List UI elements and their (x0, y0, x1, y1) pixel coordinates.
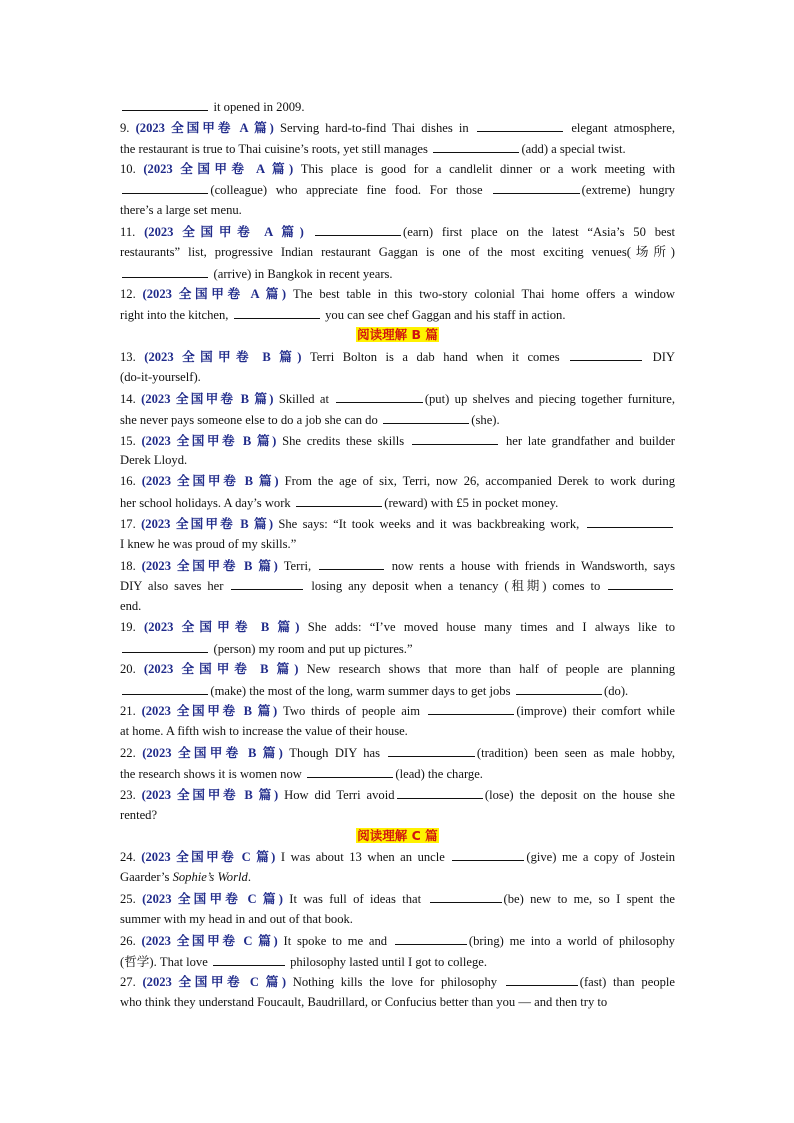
answer-blank[interactable] (383, 409, 469, 424)
source-tag: (2023 全国甲卷 B 篇) (141, 704, 278, 719)
question-line (120, 659, 675, 680)
question-text: Serving hard-to-find Thai dishes in (273, 120, 475, 135)
question-item (120, 659, 675, 701)
question-line (120, 867, 675, 888)
question-line (120, 805, 675, 826)
question-line (120, 742, 675, 763)
question-line (120, 680, 675, 701)
question-item (120, 930, 675, 972)
question-line (120, 159, 675, 180)
question-text: (colleague) who appreciate fine food. For those (210, 183, 492, 198)
source-tag: (2023 全国甲卷 A 篇) (135, 120, 274, 135)
question-item (120, 700, 675, 742)
question-text: losing any deposit when a tenancy (租期) comes to (305, 579, 607, 594)
question-line (120, 388, 675, 409)
question-text: It spoke to me and (277, 933, 393, 948)
question-line (120, 971, 675, 992)
question-line (120, 409, 675, 430)
question-text: (tradition) been seen as male hobby, (476, 746, 676, 761)
answer-blank[interactable] (319, 555, 384, 570)
question-text: (do). (604, 683, 629, 698)
question-text: She adds: “I’ve moved house many times and I always like to (299, 620, 676, 635)
question-text: From the age of six, Terri, now 26, accompanied Derek to work during (278, 474, 676, 489)
question-text: (arrive) in Bangkok in recent years. (210, 266, 393, 281)
question-text: it opened in 2009. (210, 100, 305, 114)
question-line (120, 430, 675, 451)
question-text: (add) a special twist. (521, 141, 626, 156)
question-line (120, 763, 675, 784)
question-line (120, 534, 675, 555)
question-item (120, 117, 675, 159)
question-text: she never pays someone else to do a job she can do (120, 412, 381, 427)
source-tag: (2023 全国甲卷 B 篇) (141, 474, 279, 489)
question-text: (lead) the charge. (395, 767, 483, 781)
source-tag: (2023 全国甲卷 B 篇) (141, 558, 278, 573)
question-text: DIY also saves her (120, 579, 230, 594)
source-tag: (2023 全国甲卷 C 篇) (141, 850, 276, 865)
source-tag: (2023 全国甲卷 C 篇) (141, 933, 278, 948)
question-item (120, 555, 675, 618)
question-text: Gaarder’s (120, 870, 173, 885)
answer-blank[interactable] (307, 763, 393, 778)
question-item (120, 159, 675, 222)
question-text: (she). (471, 412, 500, 427)
question-item (120, 971, 675, 1013)
answer-blank[interactable] (231, 575, 303, 590)
question-number: 16. (120, 474, 142, 489)
question-line (120, 930, 675, 951)
section-heading (120, 325, 675, 346)
question-text: now rents a house with friends in Wandsworth, says (385, 558, 676, 573)
answer-blank[interactable] (477, 117, 563, 132)
question-line (120, 138, 675, 159)
question-line (120, 951, 675, 972)
question-text: (reward) with £5 in pocket money. (384, 496, 559, 511)
question-line (120, 909, 675, 930)
source-tag: (2023 全国甲卷 C 篇) (142, 892, 283, 907)
question-text: Two thirds of people aim (277, 704, 426, 719)
question-text: Terri, (277, 558, 318, 573)
question-number: 26. (120, 933, 142, 948)
question-line (120, 304, 675, 325)
question-number: 24. (120, 850, 142, 865)
question-line (120, 846, 675, 867)
question-text: restaurants” list, progressive Indian restaurant Gaggan is one of the most exciting venues(场所) (120, 244, 675, 259)
question-text: (extreme) hungry (581, 183, 675, 198)
source-tag: (2023 全国甲卷 A 篇) (144, 225, 304, 240)
question-number: 27. (120, 975, 143, 990)
question-line (120, 555, 675, 576)
question-number: 11. (120, 225, 145, 240)
answer-blank[interactable] (397, 784, 483, 799)
answer-blank[interactable] (315, 221, 401, 236)
question-line (120, 346, 675, 367)
question-item (120, 221, 675, 284)
question-text: (do-it-yourself). (120, 369, 201, 384)
question-number: 19. (120, 620, 145, 635)
answer-blank[interactable] (122, 263, 208, 278)
question-text: Though DIY has (282, 746, 387, 761)
question-text: (be) new to me, so I spent the (503, 892, 675, 907)
question-item (120, 513, 675, 555)
source-tag: (2023 全国甲卷 B 篇) (143, 661, 299, 676)
answer-blank[interactable] (493, 179, 579, 194)
question-line (120, 513, 675, 534)
question-text: who think they understand Foucault, Baudrillard, or Confucius better than you — and then try to (120, 995, 608, 1010)
question-text: you can see chef Gaggan and his staff in action. (321, 308, 566, 323)
question-number: 9. (120, 120, 136, 135)
question-text: (put) up shelves and piecing together furniture, (424, 391, 676, 406)
question-line (120, 638, 675, 659)
question-line (120, 284, 675, 305)
question-line (120, 367, 675, 388)
source-tag: (2023 全国甲卷 B 篇) (141, 433, 277, 448)
question-text: Terri Bolton is a dab hand when it comes (301, 350, 569, 365)
answer-blank[interactable] (506, 971, 578, 986)
answer-blank[interactable] (213, 951, 285, 966)
question-text: She says: “It took weeks and it was backbreaking work, (273, 516, 585, 531)
question-text: (哲学). That love (120, 954, 211, 969)
question-number: 15. (120, 433, 142, 448)
answer-blank[interactable] (608, 575, 673, 590)
question-line (120, 596, 675, 617)
question-line (120, 450, 675, 471)
source-tag: (2023 全国甲卷 A 篇) (143, 161, 294, 176)
question-text: rented? (120, 807, 158, 822)
section-heading-text: 阅读理解 B 篇 (357, 327, 438, 343)
question-line (120, 492, 675, 513)
question-text: elegant atmosphere, (565, 120, 676, 135)
section-heading-text: 阅读理解 C 篇 (357, 827, 438, 843)
answer-blank[interactable] (516, 680, 602, 695)
answer-blank[interactable] (428, 700, 514, 715)
question-line (120, 700, 675, 721)
question-line (120, 179, 675, 200)
source-tag: (2023 全国甲卷 B 篇) (141, 391, 274, 406)
book-title: Sophie’s World (172, 870, 248, 885)
question-text: It was full of ideas that (282, 892, 428, 907)
source-tag: (2023 全国甲卷 B 篇) (141, 787, 279, 802)
source-tag: (2023 全国甲卷 B 篇) (144, 620, 300, 635)
question-line (120, 117, 675, 138)
answer-blank[interactable] (433, 138, 519, 153)
answer-blank[interactable] (388, 742, 474, 757)
question-line (120, 200, 675, 221)
question-number: 12. (120, 286, 143, 301)
question-text: I was about 13 when an uncle (275, 850, 451, 865)
question-number: 20. (120, 661, 144, 676)
question-text: New research shows that more than half of people are planning (298, 661, 676, 676)
question-item (120, 388, 675, 430)
question-text: there’s a large set menu. (120, 203, 242, 218)
question-item (120, 784, 675, 826)
question-text: summer with my head in and out of that book. (120, 911, 353, 926)
question-number: 18. (120, 558, 142, 573)
question-text: (make) the most of the long, warm summer days to get jobs (210, 683, 514, 698)
question-item (120, 430, 675, 472)
question-text: (person) my room and put up pictures.” (210, 641, 413, 656)
answer-blank[interactable] (452, 846, 524, 861)
question-text: (fast) than people (579, 975, 675, 990)
answer-blank[interactable] (296, 492, 382, 507)
question-item (120, 742, 675, 784)
answer-blank[interactable] (234, 304, 320, 319)
question-number: 13. (120, 350, 145, 365)
question-line (120, 575, 675, 596)
question-text: (improve) their comfort while (516, 704, 676, 719)
answer-blank[interactable] (395, 930, 467, 945)
source-tag: (2023 全国甲卷 B 篇) (144, 350, 302, 365)
question-text: her school holidays. A day’s work (120, 496, 294, 511)
question-line (120, 263, 675, 284)
question-text: I knew he was proud of my skills.” (120, 536, 297, 551)
question-line (120, 242, 675, 263)
question-line (120, 784, 675, 805)
question-text: This place is good for a candlelit dinner or a work meeting with (293, 161, 676, 176)
question-line (120, 221, 675, 242)
question-text: philosophy lasted until I got to college. (286, 954, 488, 969)
question-text: Skilled at (273, 391, 335, 406)
question-text: DIY (644, 350, 676, 365)
question-line (120, 888, 675, 909)
source-tag: (2023 全国甲卷 A 篇) (142, 286, 287, 301)
answer-blank[interactable] (587, 513, 673, 528)
answer-blank[interactable] (122, 179, 208, 194)
question-line (120, 992, 675, 1013)
question-item (120, 96, 675, 117)
answer-blank[interactable] (570, 346, 642, 361)
question-text: (give) me a copy of Jostein (526, 850, 676, 865)
question-number: 25. (120, 892, 143, 907)
answer-blank[interactable] (412, 430, 498, 445)
question-text: The best table in this two-story colonial Thai home offers a window (286, 286, 676, 301)
question-line (120, 721, 675, 742)
question-item (120, 346, 675, 388)
answer-blank[interactable] (336, 388, 422, 403)
question-text: Derek Lloyd. (120, 453, 188, 468)
question-item (120, 284, 675, 326)
question-line (120, 471, 675, 492)
question-number: 22. (120, 746, 143, 761)
question-text: her late grandfather and builder (500, 433, 675, 448)
question-text: How did Terri avoid (278, 787, 395, 802)
source-tag: (2023 全国甲卷 B 篇) (142, 746, 283, 761)
question-text: She credits these skills (276, 433, 410, 448)
question-item (120, 471, 675, 513)
question-item (120, 846, 675, 888)
question-text: right into the kitchen, (120, 308, 232, 323)
question-line (120, 96, 675, 117)
section-heading (120, 826, 675, 847)
question-number: 10. (120, 161, 144, 176)
question-number: 23. (120, 787, 142, 802)
question-text (304, 225, 313, 239)
question-number: 17. (120, 516, 142, 531)
question-text: (bring) me into a world of philosophy (468, 933, 675, 948)
source-tag: (2023 全国甲卷 B 篇) (141, 516, 274, 531)
question-text: Nothing kills the love for philosophy (286, 975, 504, 990)
answer-blank[interactable] (430, 888, 502, 903)
question-text: end. (120, 599, 142, 614)
answer-blank[interactable] (122, 680, 208, 695)
exercise-list (120, 96, 675, 1013)
source-tag: (2023 全国甲卷 C 篇) (142, 975, 287, 990)
answer-blank[interactable] (122, 96, 208, 111)
question-text: the research shows it is women now (120, 767, 306, 781)
answer-blank[interactable] (122, 638, 208, 653)
question-text: . (247, 870, 251, 885)
question-text: the restaurant is true to Thai cuisine’s roots, yet still manages (120, 141, 432, 156)
question-text: (lose) the deposit on the house she (484, 787, 676, 802)
question-item (120, 888, 675, 930)
question-text: at home. A fifth wish to increase the value of their house. (120, 724, 408, 739)
question-item (120, 617, 675, 659)
question-number: 21. (120, 704, 142, 719)
question-line (120, 617, 675, 638)
question-number: 14. (120, 391, 142, 406)
question-text: (earn) first place on the latest “Asia’s 50 best (403, 225, 675, 240)
